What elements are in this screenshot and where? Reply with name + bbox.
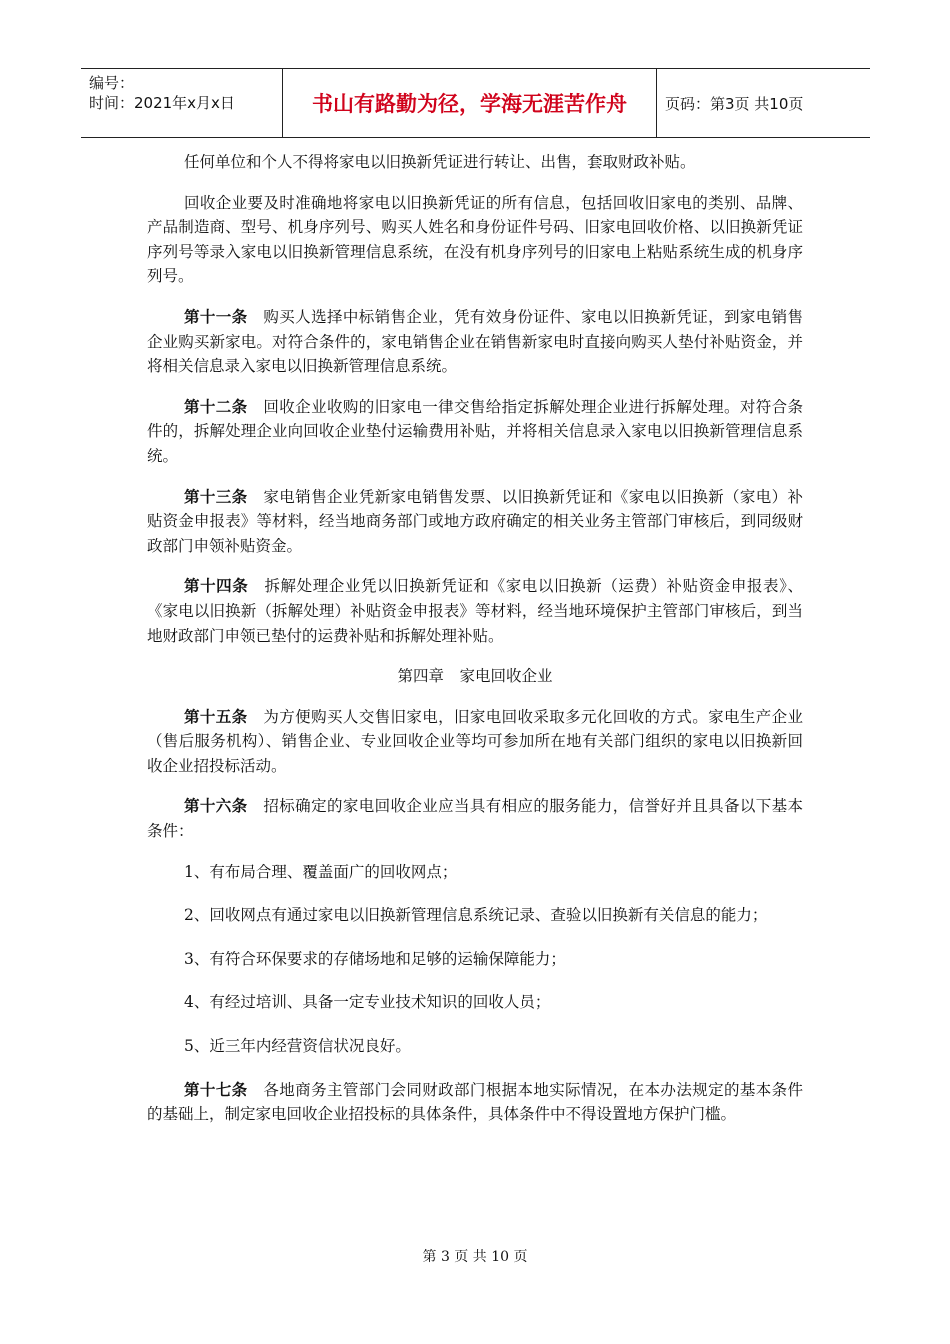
article-text: 招标确定的家电回收企业应当具有相应的服务能力，信誉好并且具备以下基本条件： [147,797,803,841]
chapter-heading: 第四章 家电回收企业 [397,667,553,686]
list-item: 3、有符合环保要求的存储场地和足够的运输保障能力； [184,949,566,968]
paragraph: 回收企业要及时准确地将家电以旧换新凭证的所有信息，包括回收旧家电的类别、品牌、产品制造商、型号、机身序列号、购买人姓名和身份证件号码、旧家电回收价格、以旧换新凭证序列号等录入家电以旧换新管理信息系统，在没有机身序列号的旧家电上粘贴系统生成的机身序列号。 [147,193,803,286]
article-17 [147,1078,803,1127]
number-label: 编号： [89,74,135,92]
header-page-label: 页码：第3页 共10页 [665,94,804,113]
article-text: 拆解处理企业凭以旧换新凭证和《家电以旧换新（运费）补贴资金申报表》、《家电以旧换新（拆解处理）补贴资金申报表》等材料，经当地环境保护主管部门审核后，到当地财政部门申领已垫付的运费补贴和拆解处理补贴。 [147,577,803,645]
article-14 [147,574,803,648]
article-12 [147,395,803,469]
article-title: 第十二条 [184,396,248,416]
header-motto: 书山有路勤为径，学海无涯苦作舟 [283,69,657,137]
article-13 [147,485,803,559]
list-item: 4、有经过培训、具备一定专业技术知识的回收人员； [184,993,551,1012]
paragraph: 任何单位和个人不得将家电以旧换新凭证进行转让、出售，套取财政补贴。 [184,153,696,171]
article-text: 为方便购买人交售旧家电，旧家电回收采取多元化回收的方式。家电生产企业（售后服务机构）、销售企业、专业回收企业等均可参加所在地有关部门组织的家电以旧换新回收企业招投标活动。 [147,707,803,775]
article-title: 第十一条 [184,306,248,326]
article-title: 第十六条 [184,796,248,816]
article-text: 回收企业收购的旧家电一律交售给指定拆解处理企业进行拆解处理。对符合条件的，拆解处理企业向回收企业垫付运输费用补贴，并将相关信息录入家电以旧换新管理信息系统。 [147,397,803,465]
list-item: 1、有布局合理、覆盖面广的回收网点； [184,862,458,881]
header-info-cell [81,69,283,137]
article-text: 家电销售企业凭新家电销售发票、以旧换新凭证和《家电以旧换新（家电）补贴资金申报表》等材料，经当地商务部门或地方政府确定的相关业务主管部门审核后，到同级财政部门申领补贴资金。 [147,487,803,555]
article-16 [147,794,803,843]
page-header [81,68,870,138]
article-title: 第十四条 [184,576,249,596]
article-title: 第十五条 [184,706,248,726]
article-title: 第十七条 [184,1079,248,1099]
date-label: 时间：2021年x月x日 [89,94,235,112]
list-item: 5、近三年内经营资信状况良好。 [184,1037,411,1056]
article-text: 各地商务主管部门会同财政部门根据本地实际情况，在本办法规定的基本条件的基础上，制定家电回收企业招投标的具体条件，具体条件中不得设置地方保护门槛。 [147,1080,803,1124]
list-item: 2、回收网点有通过家电以旧换新管理信息系统记录、查验以旧换新有关信息的能力； [184,906,768,925]
document-body [147,150,803,1143]
article-title: 第十三条 [184,486,248,506]
article-11 [147,305,803,379]
article-15 [147,705,803,779]
article-text: 购买人选择中标销售企业，凭有效身份证件、家电以旧换新凭证，到家电销售企业购买新家电。对符合条件的，家电销售企业在销售新家电时直接向购买人垫付补贴资金，并将相关信息录入家电以旧换新管理信息系统。 [147,307,803,376]
page-footer: 第 3 页 共 10 页 [422,1249,528,1265]
